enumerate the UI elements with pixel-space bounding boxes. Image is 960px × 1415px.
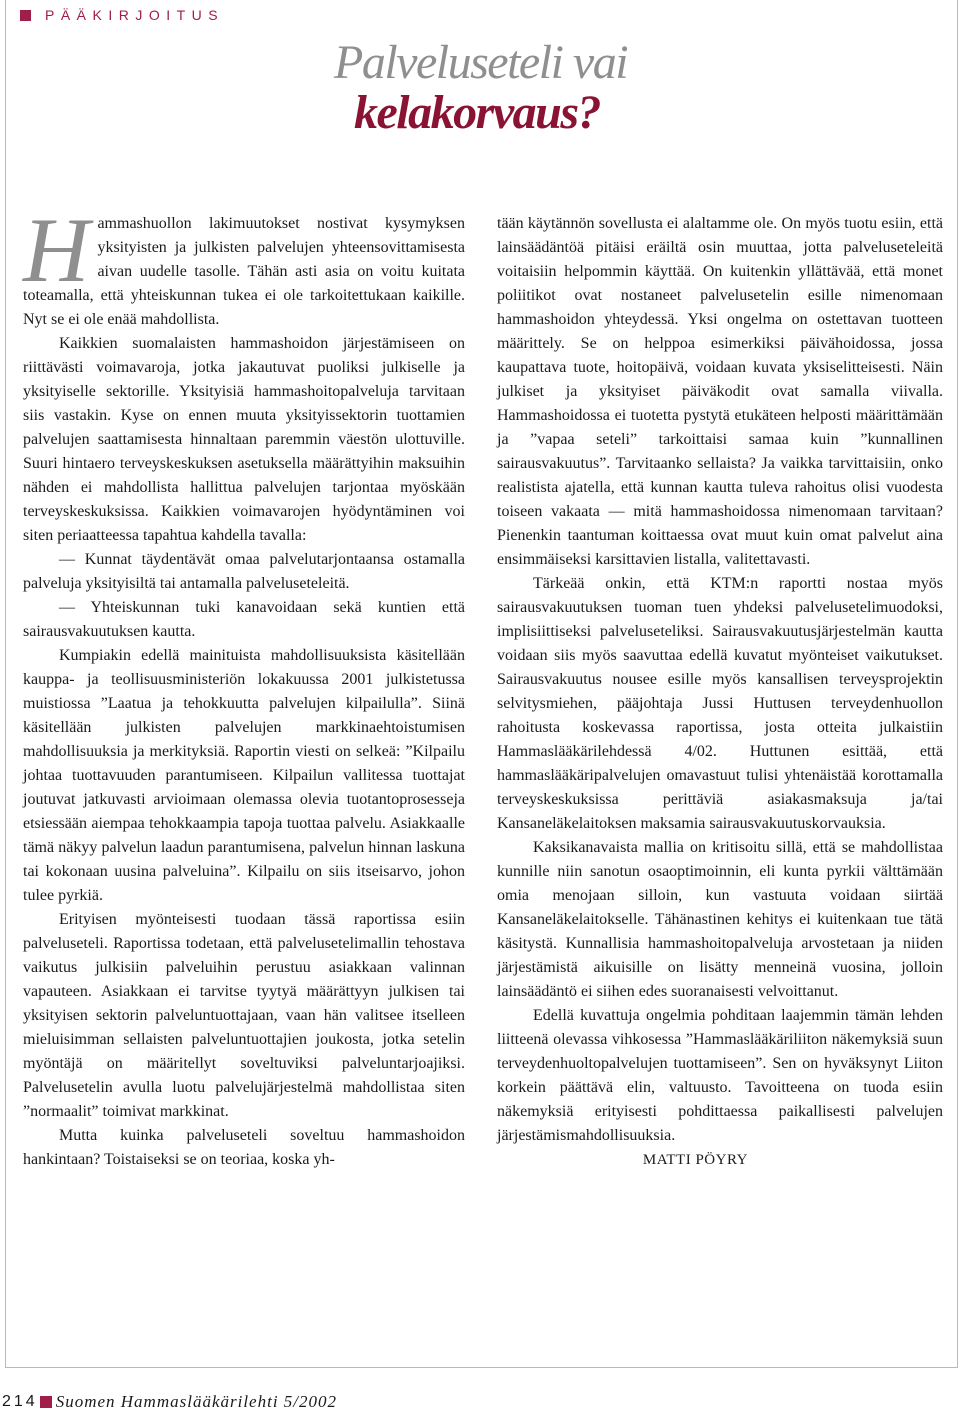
page-footer — [2, 1392, 337, 1412]
paragraph: Kaksikanavaista mallia on kritisoitu sillä, että se mahdollistaa kunnille niin sanotun osaoptimoinnin, eli kunta pyrkii välttämään omia menojaan silloin, kun vastuuta voidaan siirtää Kansaneläkelaitokselle. Tähänastinen kehitys ei kuitenkaan tue tätä käsitystä. Kunnallisia hammashoitopalveluja arvostetaan ja niiden järjestämistä aikuisille on lisätty menneinä vuosina, jolloin lainsäädäntö ei siihen edes suoranaisesti velvoittanut. — [497, 839, 943, 1000]
section-label-text: PÄÄKIRJOITUS — [45, 7, 225, 23]
left-column — [23, 199, 465, 1172]
paragraph: Erityisen myönteisesti tuodaan tässä raportissa esiin palveluseteli. Raportissa todetaan, että palvelusetelimallin tehostava vaikutus julkisiin palveluihin perustuu asiakkaan valinnan vapauteen. Asiakkaan ei tarvitse tyytyä määrättyyn julkisen tai yksityisen sektorin palveluntuottajaan, vaan hän valitsee itselleen mieluisimman sellaisten palveluntuottajien joukosta, jotka setelin myöntäjä on määritellyt soveltuviksi palveluntarjoajiksi. Palvelusetelin avulla luotu palvelujärjestelmä mahdollistaa siten ”normaalit” toimivat markkinat. — [23, 911, 465, 1120]
paragraph: — Kunnat täydentävät omaa palvelutarjontaansa ostamalla palveluja yksityisiltä tai antamalla palveluseteleitä. — [23, 551, 465, 592]
title-line-1: Palveluseteli vai — [334, 36, 628, 89]
page-frame-left — [5, 0, 6, 1368]
page-number: 214 — [2, 1393, 38, 1410]
drop-cap: H — [23, 199, 90, 301]
paragraph: — Yhteiskunnan tuki kanavoidaan sekä kuntien että sairausvakuutuksen kautta. — [23, 599, 465, 640]
footer-square-icon — [40, 1396, 52, 1408]
paragraph: Edellä kuvattuja ongelmia pohditaan laajemmin tämän lehden liitteenä olevassa vihkosessa ”Hammaslääkäriliiton näkemyksiä suun terveydenhuoltopalvelujen tuottamiseen”. Sen on hyväksynyt Liiton korkein päättävä elin, valtuusto. Tavoitteena on tuoda esiin näkemyksiä erityisesti pohdittaessa paikallisesti palvelujen järjestämismahdollisuuksia. — [497, 1007, 943, 1144]
article-title — [300, 38, 700, 138]
section-square-icon — [20, 10, 31, 21]
author-signature: MATTI PÖYRY — [642, 1152, 748, 1168]
page-frame-right — [957, 0, 958, 1368]
paragraph-text: ammashuollon lakimuutokset nostivat kysymyksen yksityisten ja julkisten palvelujen yhteensovittamisesta aivan uudelle tasolle. Tähän asti asia on voitu kuitata toteamalla, että yhteiskunnan tukea ei ole tarkoitettukaan kaikille. Nyt se ei ole enää mahdollista. — [23, 215, 465, 328]
title-line-2: kelakorvaus? — [354, 86, 600, 139]
paragraph: Kaikkien suomalaisten hammashoidon järjestämiseen on riittävästi voimavaroja, jotka jakautuvat puoliksi julkiselle ja yksityiselle sektorille. Yksityisiä hammashoitopalveluja tarvitaan siis vastakin. Kyse on ennen muuta yksityissektorin tuottamien palvelujen saattamisesta hinnaltaan paremmin väestön ulottuville. Suuri hintaero terveyskeskuksen asetuksella määrättyihin maksuihin nähden ei mahdollista hallittua palvelujen tarjontaa myöskään terveyskeskuksissa. Kaikkien voimavarojen hyödyntäminen voi siten periaatteessa tapahtua kahdella tavalla: — [23, 335, 465, 544]
section-header — [20, 6, 224, 24]
paragraph: Tärkeää onkin, että KTM:n raportti nostaa myös sairausvakuutuksen tuoman tuen yhdeksi palvelusetelimuodoksi, implisiittiseksi palveluseteliksi. Sairausvakuutusjärjestelmän kautta voidaan siis myös saavuttaa edellä kuvatut myönteiset vaikutukset. Sairausvakuutus nousee esille myös kansallisen terveysprojektin selvitysmiehen, pääjohtaja Jussi Huttusen terveydenhuollon rahoitusta koskevassa raportissa, josta otteita julkaistiin Hammaslääkärilehdessä 4/02. Huttunen esittää, että hammaslääkäripalvelujen omavastuut tulisi yhtenäistää korottamalla terveyskeskuksissa perittäviä asiakasmaksuja ja/tai Kansaneläkelaitoksen maksamia sairausvakuutuskorvauksia. — [497, 575, 943, 832]
paragraph: Mutta kuinka palveluseteli soveltuu hammashoidon hankintaan? Toistaiseksi se on teoriaa, koska yh- — [23, 1127, 465, 1168]
paragraph: tään käytännön sovellusta ei alaltamme ole. On myös tuotu esiin, että lainsäädäntöä pitäisi eräiltä osin muuttaa, jotta palveluseteleitä voitaisiin helpommin käyttää. On kuitenkin yllättävää, että monet poliitikot ovat nostaneet palvelusetelin esille nimenomaan hammashoidon yhteydessä. Yksi ongelma on ostettavan tuotteen määrittely. Se on helppoa esimerkiksi päivähoidossa, jossa kaupattava tuote, hoitopäivä, voidaan kuvata yksiselitteisesti. Näin julkiset ja yksityiset päiväkodit ovat samalla viivalla. Hammashoidossa ei tuotetta pystytä etukäteen helposti määrittämään ja ”vapaa seteli” tarkoittaisi samaa kuin ”kunnallinen sairausvakuutus”. Tarvitaanko sellaista? Ja vaikka tarvittaisiin, onko realistista ajatella, että kunnan kautta tuleva rahoitus olisi vuodesta toiseen vakaata — mitä hammashoidossa nimenomaan tarvitaan? Pienenkin taantuman koittaessa ovat muut kuin omat palvelut aina ensimmäiseksi karsittavien listalla, valitettavasti. — [497, 215, 943, 568]
magazine-name: Suomen Hammaslääkärilehti 5/2002 — [55, 1392, 338, 1411]
paragraph: Kumpiakin edellä mainituista mahdollisuuksista käsitellään kauppa- ja teollisuusministeriön lokakuussa 2001 julkistetussa muistiossa ”Laatua ja tehokkuutta palvelujen kilpailulla”. Siinä käsitellään julkisten palvelujen markkinaehtoistumisen mahdollisuuksia ja merkityksiä. Raportin viesti on selkeä: ”Kilpailu johtaa tuottavuuden parantumiseen. Kilpailun vallitessa tuottajat joutuvat jatkuvasti arvioimaan olemassa olevia tuotantoprosesseja etsiessään aiempaa tehokkaampia tapoja tuottaa palvelu. Asiakkaalle tämä näkyy palvelun laadun parantumisena, palvelun hinnan laskuna tai kokonaan uusina palveluina”. Kilpailu on siis itseisarvo, johon tulee pyrkiä. — [23, 647, 465, 904]
right-column — [497, 212, 943, 1172]
paragraph — [23, 199, 465, 332]
page-frame-bottom — [5, 1367, 957, 1368]
